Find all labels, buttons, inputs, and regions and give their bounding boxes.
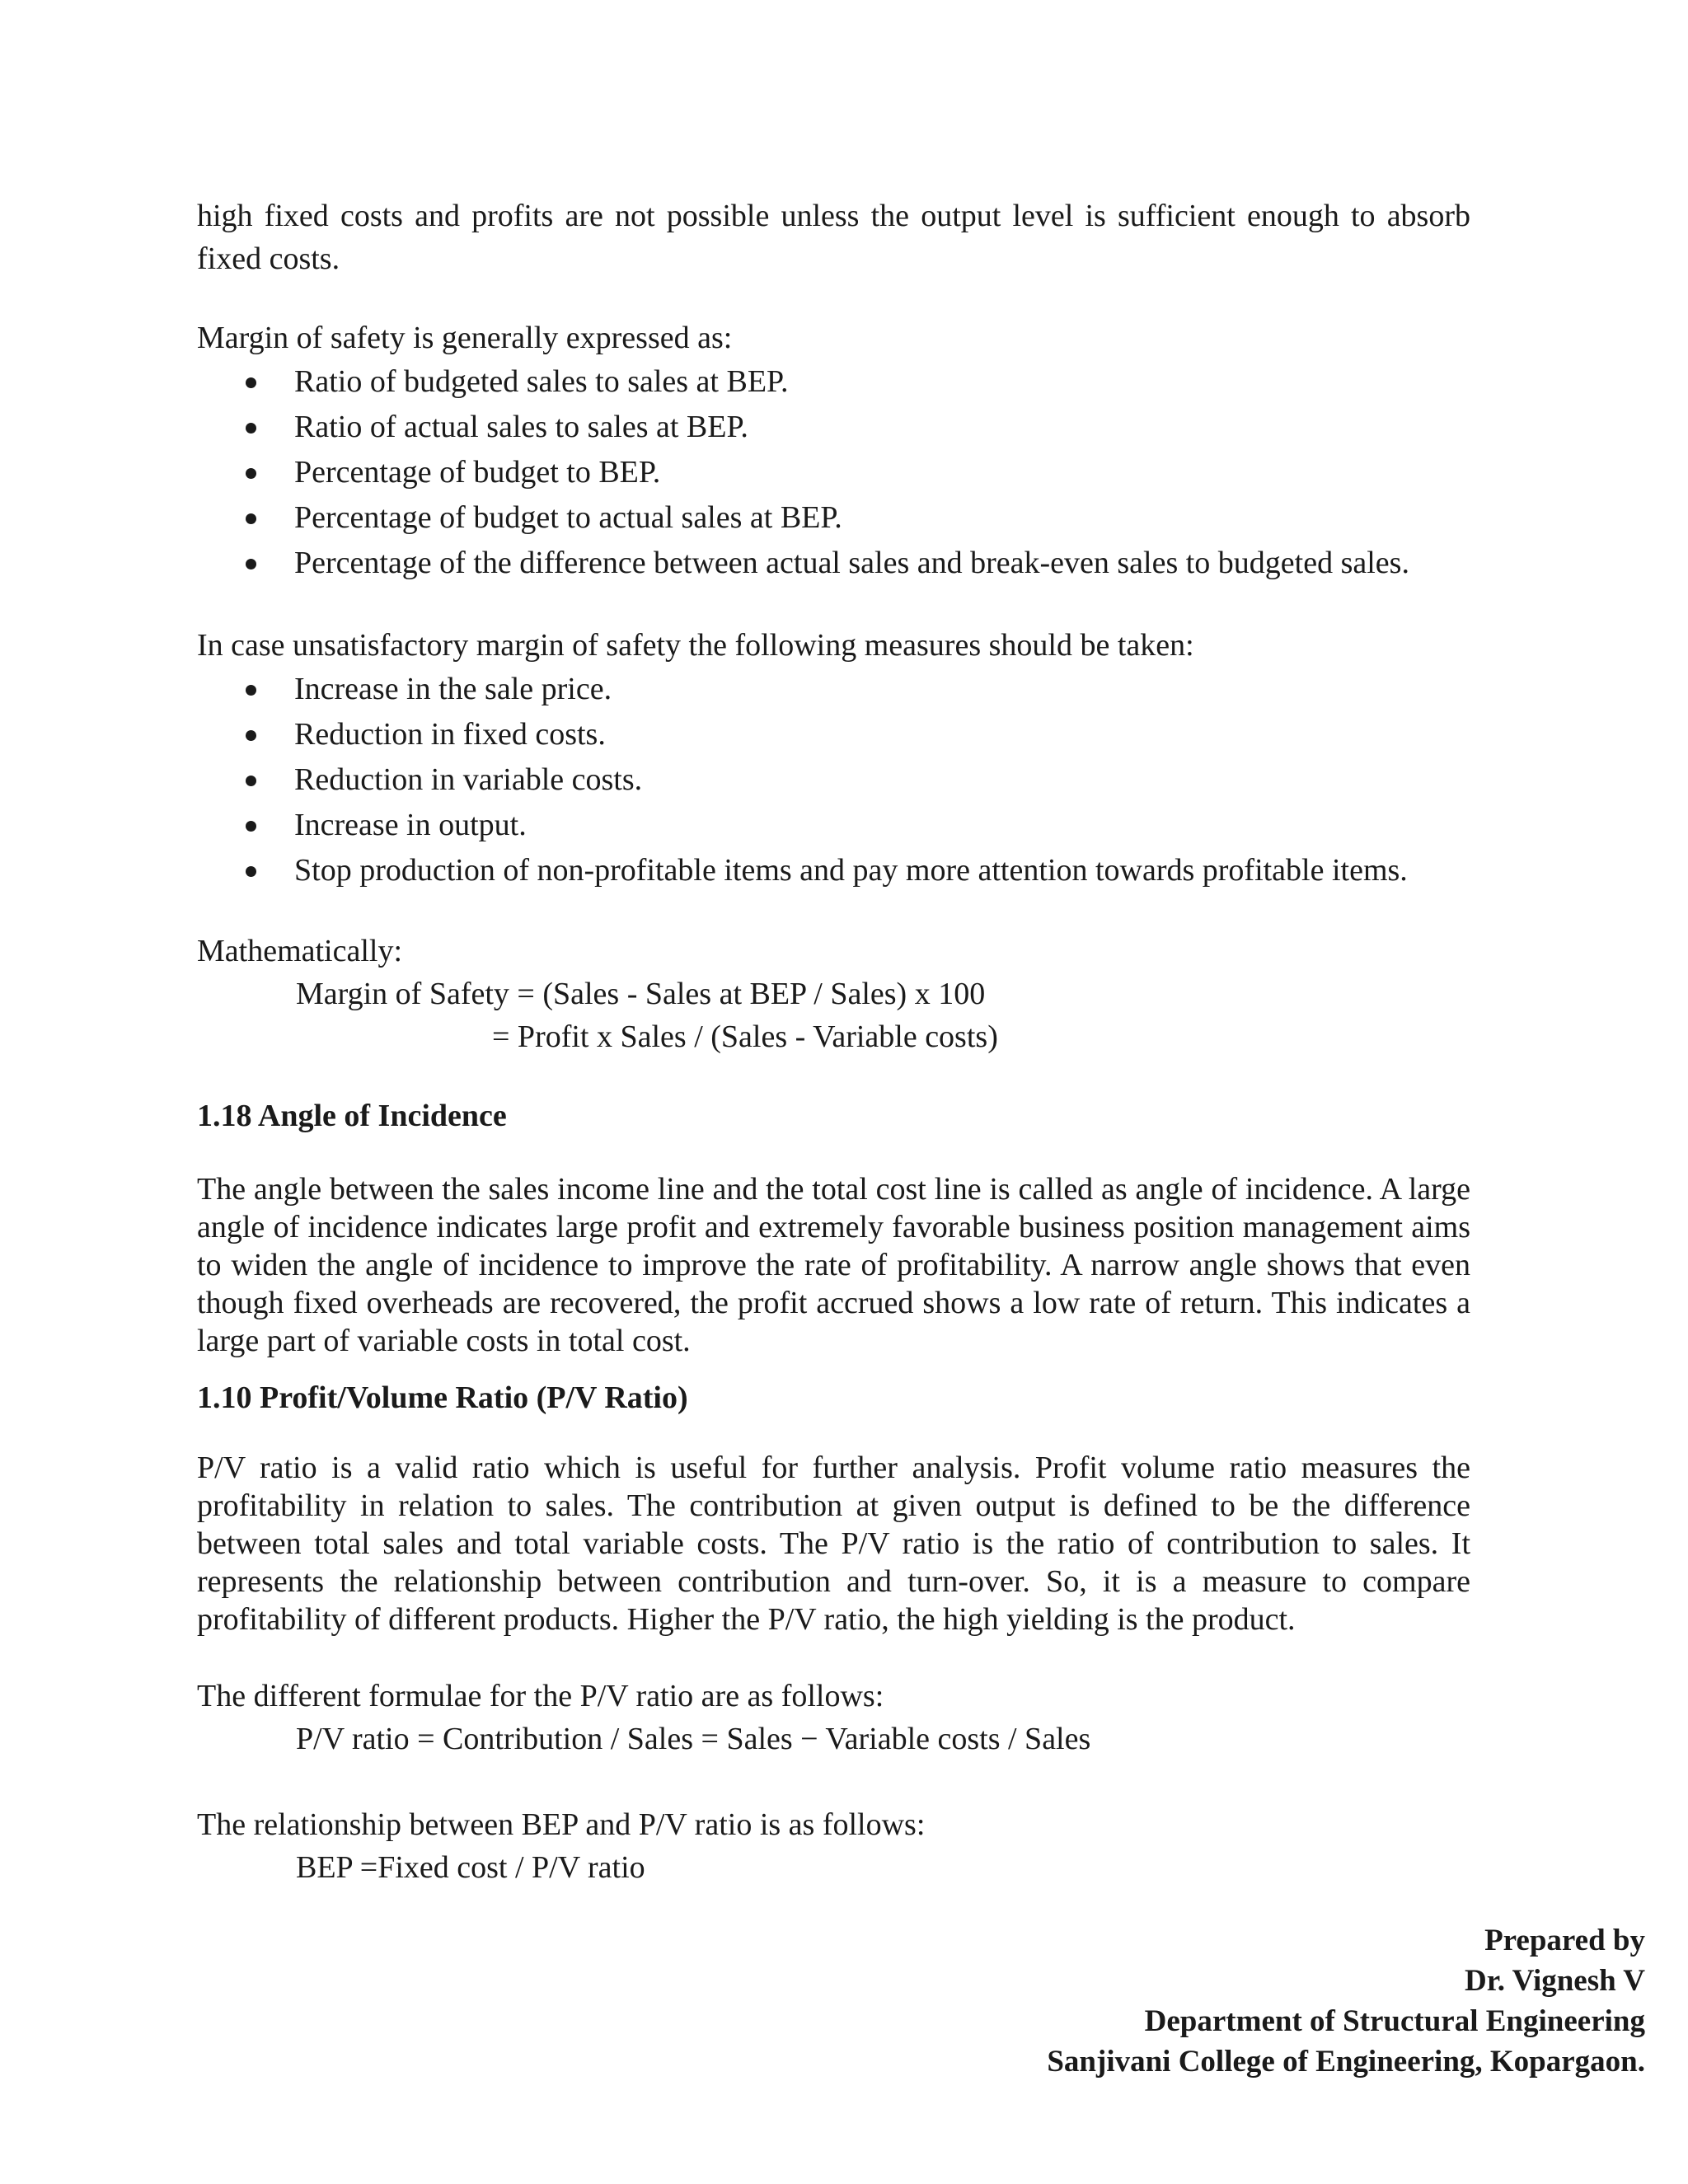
measures-intro: In case unsatisfactory margin of safety the following measures should be taken: — [197, 628, 1194, 663]
list-item: Stop production of non-profitable items and pay more attention towards profitable items. — [197, 848, 1470, 893]
relationship-intro: The relationship between BEP and P/V ratio is as follows: — [197, 1807, 926, 1842]
list-item: Increase in the sale price. — [197, 667, 1470, 712]
margin-formula-line2: = Profit x Sales / (Sales - Variable costs) — [492, 1019, 998, 1054]
bullet-icon — [246, 377, 256, 388]
bullet-icon — [246, 468, 256, 479]
bep-formula: BEP =Fixed cost / P/V ratio — [296, 1850, 645, 1885]
intro-paragraph: high fixed costs and profits are not possible unless the output level is sufficient enough to absorb fixed costs. — [197, 199, 1470, 276]
page-content — [197, 194, 1470, 1889]
pv-formula: P/V ratio = Contribution / Sales = Sales − Variable costs / Sales — [296, 1722, 1091, 1756]
pv-formulae-intro: The different formulae for the P/V ratio are as follows: — [197, 1679, 884, 1713]
margin-expressed-intro: Margin of safety is generally expressed as: — [197, 321, 733, 355]
list-item: Percentage of budget to actual sales at BEP. — [197, 495, 1470, 541]
list-item: Ratio of actual sales to sales at BEP. — [197, 405, 1470, 450]
college-name: Sanjivani College of Engineering, Kopargaon. — [1047, 2045, 1645, 2079]
list-item: Ratio of budgeted sales to sales at BEP. — [197, 359, 1470, 405]
margin-formula-line1: Margin of Safety = (Sales - Sales at BEP / Sales) x 100 — [296, 977, 986, 1011]
bullet-icon — [246, 423, 256, 434]
pv-heading: 1.10 Profit/Volume Ratio (P/V Ratio) — [197, 1380, 688, 1415]
list-item: Reduction in variable costs. — [197, 757, 1470, 803]
bullet-icon — [246, 513, 256, 524]
bullet-icon — [246, 559, 256, 569]
bullet-icon — [246, 821, 256, 832]
angle-paragraph: The angle between the sales income line and the total cost line is called as angle of incidence. A large angle of incidence indicates large profit and extremely favorable business position management aims to widen the angle of incidence to improve the rate of profitability. A narrow angle shows that even though fixed overheads are recovered, the profit accrued shows a low rate of return. This indicates a large part of variable costs in total cost. — [197, 1172, 1470, 1358]
prepared-by-label: Prepared by — [1484, 1924, 1645, 1957]
bullet-icon — [246, 866, 256, 877]
department-name: Department of Structural Engineering — [1144, 2004, 1645, 2038]
bullet-icon — [246, 730, 256, 741]
list-item: Percentage of the difference between actual sales and break-even sales to budgeted sales. — [197, 541, 1470, 586]
pv-paragraph: P/V ratio is a valid ratio which is useful for further analysis. Profit volume ratio measures the profitability in relation to sales. The contribution at given output is defined to be the difference between total sales and total variable costs. The P/V ratio is the ratio of contribution to sales. It represents the relationship between contribution and turn-over. So, it is a measure to compare profitability of different products. Higher the P/V ratio, the high yielding is the product. — [197, 1451, 1470, 1637]
list-item: Percentage of budget to BEP. — [197, 450, 1470, 495]
author-name: Dr. Vignesh V — [1465, 1964, 1645, 1998]
prepared-by-block — [1047, 1920, 1645, 2082]
mathematically-label: Mathematically: — [197, 934, 403, 968]
bullet-icon — [246, 685, 256, 696]
margin-expressed-list — [197, 359, 1470, 586]
measures-list — [197, 667, 1470, 893]
angle-heading: 1.18 Angle of Incidence — [197, 1099, 507, 1133]
list-item: Increase in output. — [197, 803, 1470, 848]
list-item: Reduction in fixed costs. — [197, 712, 1470, 757]
bullet-icon — [246, 776, 256, 786]
